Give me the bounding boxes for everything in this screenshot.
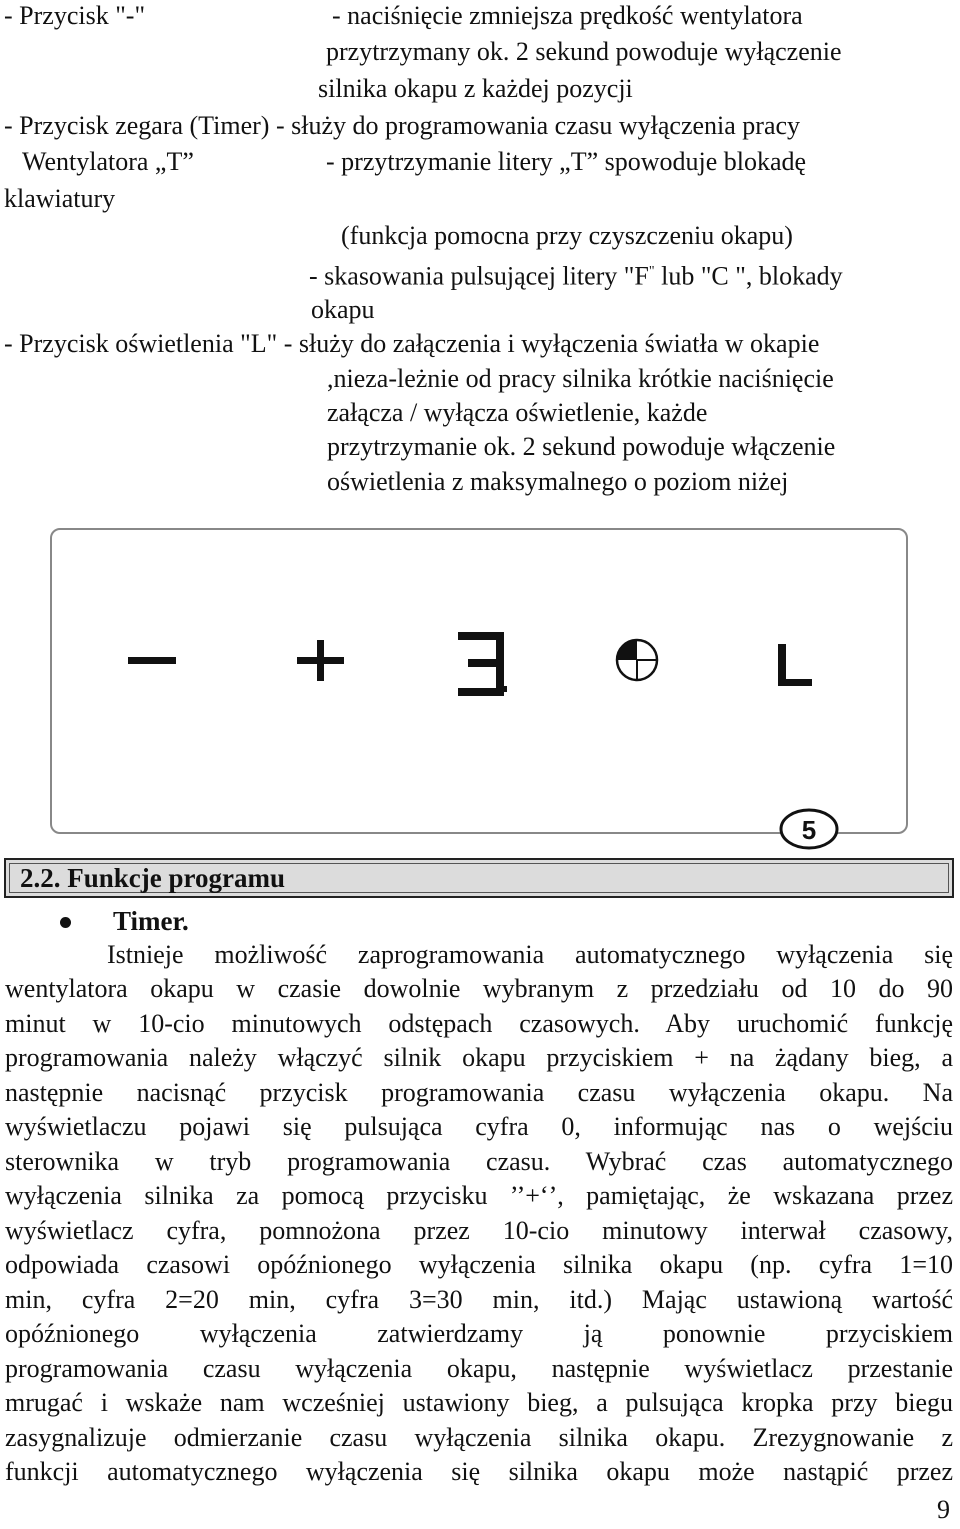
legend-light-desc-2: ,nieza-leżnie od pracy silnika krótkie naciśnięcie	[327, 364, 834, 393]
body-line: zasygnalizuje odmierzanie czasu wyłączenia silnika okapu. Zrezygnowanie z	[5, 1423, 953, 1452]
body-line: wyświetlaczu pojawi się pulsująca cyfra 0, informując nas o wejściu	[5, 1112, 953, 1141]
legend-minus-label: - Przycisk "-"	[4, 1, 146, 30]
display-dot	[501, 686, 507, 692]
legend-minus-desc-3: silnika okapu z każdej pozycji	[318, 74, 633, 103]
bullet-timer: Timer.	[113, 906, 189, 936]
legend-timer-desc: - przytrzymanie litery „T” spowoduje blokadę	[326, 147, 807, 176]
figure-number: 5	[801, 815, 817, 845]
legend-light-line: - Przycisk oświetlenia "L" - służy do załączenia i wyłączenia światła w okapie	[4, 329, 820, 358]
legend-timer-desc-4b: lub "C ", blokady	[661, 261, 843, 291]
body-line: programowania należy włączyć silnik okapu przyciskiem + na żądany bieg, a	[5, 1043, 953, 1072]
body-line: wyświetlacz cyfra, pomnożona przez 10-cio minutowy interwał czasowy,	[5, 1216, 953, 1245]
body-line: następnie nacisnąć przycisk programowania czasu wyłączenia okapu. Na	[5, 1078, 953, 1107]
light-icon[interactable]	[778, 644, 812, 686]
legend-timer-desc-5: okapu	[311, 295, 375, 324]
minus-icon[interactable]	[128, 657, 176, 664]
body-line: opóźnionego wyłączenia zatwierdzamy ją ponownie przyciskiem	[5, 1319, 953, 1348]
section-heading-bar	[4, 858, 954, 898]
body-line: wentylatora okapu w czasie dowolnie wybranym z przedziału od 10 do 90	[5, 974, 953, 1003]
body-line: minut w 10-cio minutowych odstępach czasowych. Aby uruchomić funkcję	[5, 1009, 953, 1038]
legend-light-desc-5: oświetlenia z maksymalnego o poziom niżej	[327, 467, 789, 496]
section-heading: 2.2. Funkcje programu	[20, 863, 286, 893]
body-line: mrugać i wskaże nam wcześniej ustawiony bieg, a pulsująca kropka przy biegu	[5, 1388, 953, 1417]
legend-minus-desc: - naciśnięcie zmniejsza prędkość wentylatora	[332, 1, 803, 30]
body-line: sterownika w tryb programowania czasu. Wybrać czas automatycznego	[5, 1147, 953, 1176]
display-digit	[458, 636, 507, 692]
legend-minus-desc-2: przytrzymany ok. 2 sekund powoduje wyłączenie	[326, 37, 842, 66]
plus-icon[interactable]	[297, 640, 344, 681]
legend-timer-desc-3: (funkcja pomocna przy czyszczeniu okapu)	[341, 221, 793, 250]
timer-clock-icon[interactable]	[617, 640, 657, 680]
legend-timer-label: Wentylatora „T”	[22, 147, 194, 176]
body-line: Istnieje możliwość zaprogramowania automatycznego wyłączenia się	[107, 940, 953, 969]
legend-light-desc-4: przytrzymanie ok. 2 sekund powoduje włączenie	[327, 432, 836, 461]
body-line: funkcji automatycznego wyłączenia się silnika okapu może nastąpić przez	[5, 1457, 953, 1486]
legend-light-desc-3: załącza / wyłącza oświetlenie, każde	[327, 398, 708, 427]
legend-timer-desc-4a: - skasowania pulsującej litery "F	[309, 261, 649, 291]
legend-timer-line: - Przycisk zegara (Timer) - służy do programowania czasu wyłączenia pracy	[4, 111, 801, 140]
legend-timer-desc-4-sup: "	[648, 264, 655, 279]
body-line: min, cyfra 2=20 min, cyfra 3=30 min, itd.) Mając ustawioną wartość	[5, 1285, 953, 1314]
bullet-icon	[60, 917, 71, 928]
body-line: programowania czasu wyłączenia okapu, następnie wyświetlacz przestanie	[5, 1354, 953, 1383]
page-number: 9	[937, 1495, 950, 1524]
body-line: odpowiada czasowi opóźnionego wyłączenia silnika okapu (np. cyfra 1=10	[5, 1250, 953, 1279]
legend-timer-desc-2: klawiatury	[4, 184, 116, 213]
body-line: wyłączenia silnika za pomocą przycisku ’’+‘’, pamiętając, że wskazana przez	[5, 1181, 953, 1210]
